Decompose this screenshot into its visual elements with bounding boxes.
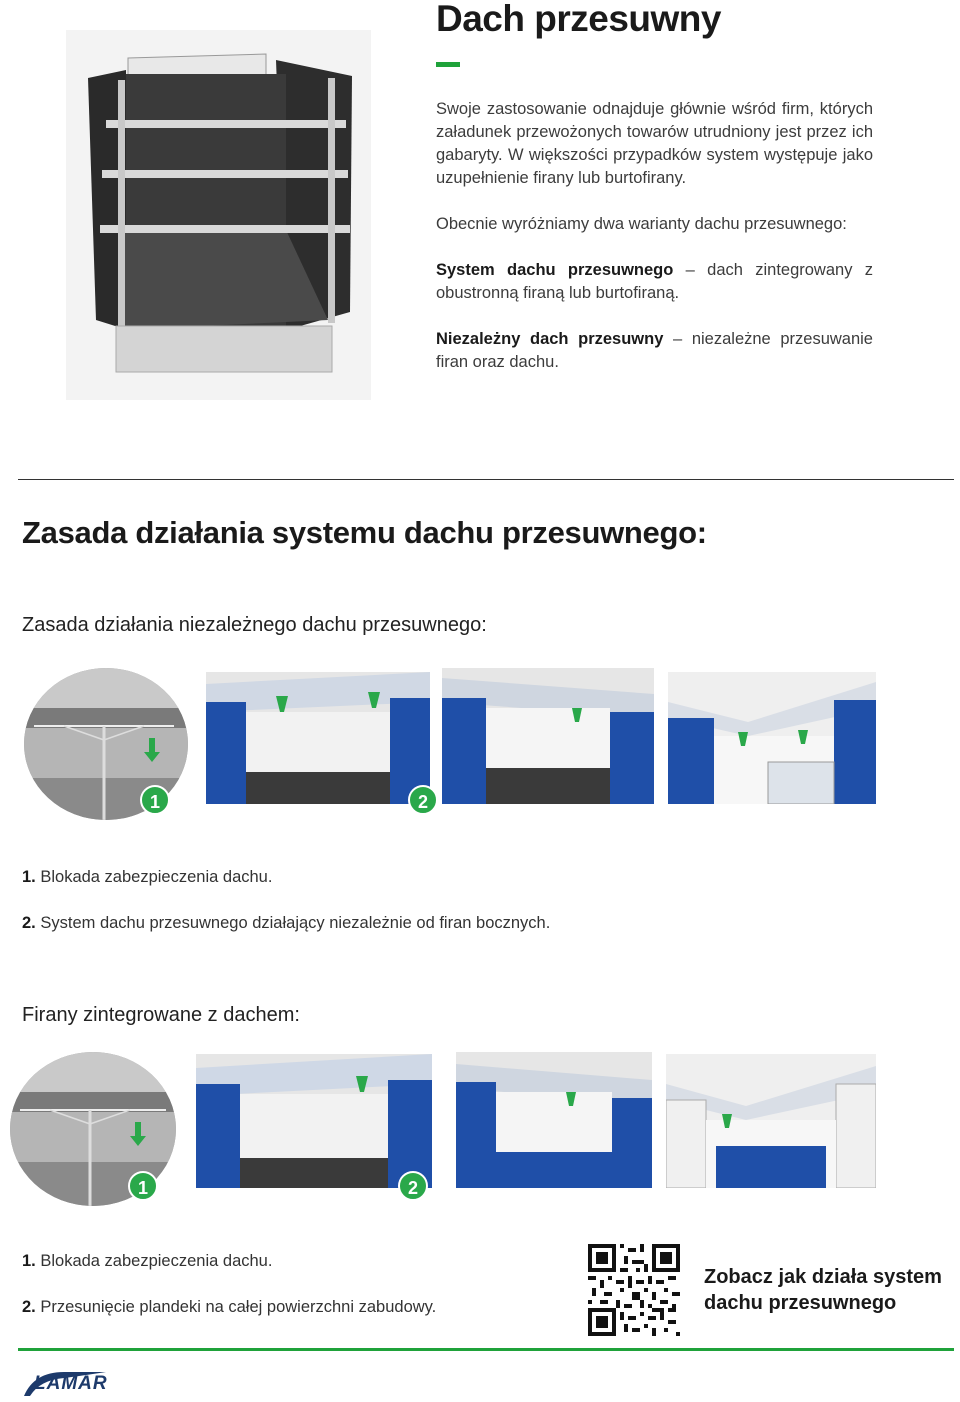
independent-note-2 bbox=[22, 914, 550, 933]
truck-integrated-photo-open bbox=[666, 1054, 876, 1188]
cta-line-1: Zobacz jak działa system bbox=[704, 1266, 942, 1288]
independent-subheading: Zasada działania niezależnego dachu przesuwnego: bbox=[22, 614, 487, 636]
section-divider bbox=[18, 479, 954, 480]
qr-code[interactable] bbox=[588, 1244, 680, 1336]
integrated-note-2 bbox=[22, 1298, 436, 1317]
variant-integrated bbox=[436, 259, 873, 305]
independent-note-2-number: 2. bbox=[22, 914, 36, 932]
intro-paragraph: Swoje zastosowanie odnajduje głównie wśród firm, których załadunek przewożonych towarów utrudniony jest przez ich gabaryty. W większości przypadków system występuje jako uzupełnienie firany lub burtofirany. bbox=[436, 100, 873, 187]
integrated-note-1-text: Blokada zabezpieczenia dachu. bbox=[35, 1252, 273, 1270]
independent-note-2-text: System dachu przesuwnego działający niezależnie od firan bocznych. bbox=[35, 914, 551, 932]
title-accent-dash bbox=[436, 62, 460, 67]
integrated-note-1 bbox=[22, 1252, 272, 1271]
truck-roof-photo-closed bbox=[206, 672, 430, 804]
integrated-subheading: Firany zintegrowane z dachem: bbox=[22, 1004, 300, 1026]
independent-note-1-text: Blokada zabezpieczenia dachu. bbox=[35, 868, 273, 886]
page-title: Dach przesuwny bbox=[436, 0, 721, 39]
variant-independent bbox=[436, 328, 873, 374]
step-2-badge: 2 bbox=[408, 785, 438, 815]
variants-intro: Obecnie wyróżniamy dwa warianty dachu przesuwnego: bbox=[436, 215, 847, 233]
variant-integrated-desc: – dach zintegrowany z obustronną firaną lub burtofiraną. bbox=[436, 261, 874, 302]
variant-integrated-name: System dachu przesuwnego bbox=[436, 261, 674, 279]
step-2-badge-2: 2 bbox=[398, 1171, 428, 1201]
truck-roof-photo-sliding bbox=[442, 668, 654, 804]
cta-line-2: dachu przesuwnego bbox=[704, 1292, 897, 1314]
lamar-logo: LAMAR bbox=[34, 1373, 108, 1394]
step-1-badge-2: 1 bbox=[128, 1171, 158, 1201]
step-1-badge: 1 bbox=[140, 785, 170, 815]
independent-note-1 bbox=[22, 868, 272, 887]
truck-integrated-photo-closed bbox=[196, 1054, 432, 1188]
truck-integrated-photo-sliding bbox=[456, 1052, 652, 1188]
integrated-note-2-text: Przesunięcie plandeki na całej powierzchni zabudowy. bbox=[35, 1298, 437, 1316]
qr-call-to-action bbox=[704, 1264, 954, 1316]
variant-independent-desc: – niezależne przesuwanie firan oraz dachu. bbox=[436, 330, 873, 371]
truck-frame-photo bbox=[66, 30, 371, 400]
independent-note-1-number: 1. bbox=[22, 868, 36, 886]
integrated-note-1-number: 1. bbox=[22, 1252, 36, 1270]
integrated-note-2-number: 2. bbox=[22, 1298, 36, 1316]
variant-independent-name: Niezależny dach przesuwny bbox=[436, 330, 664, 348]
truck-roof-photo-open bbox=[668, 672, 876, 804]
section-heading: Zasada działania systemu dachu przesuwnego: bbox=[22, 515, 707, 550]
footer-accent-line bbox=[18, 1348, 954, 1351]
